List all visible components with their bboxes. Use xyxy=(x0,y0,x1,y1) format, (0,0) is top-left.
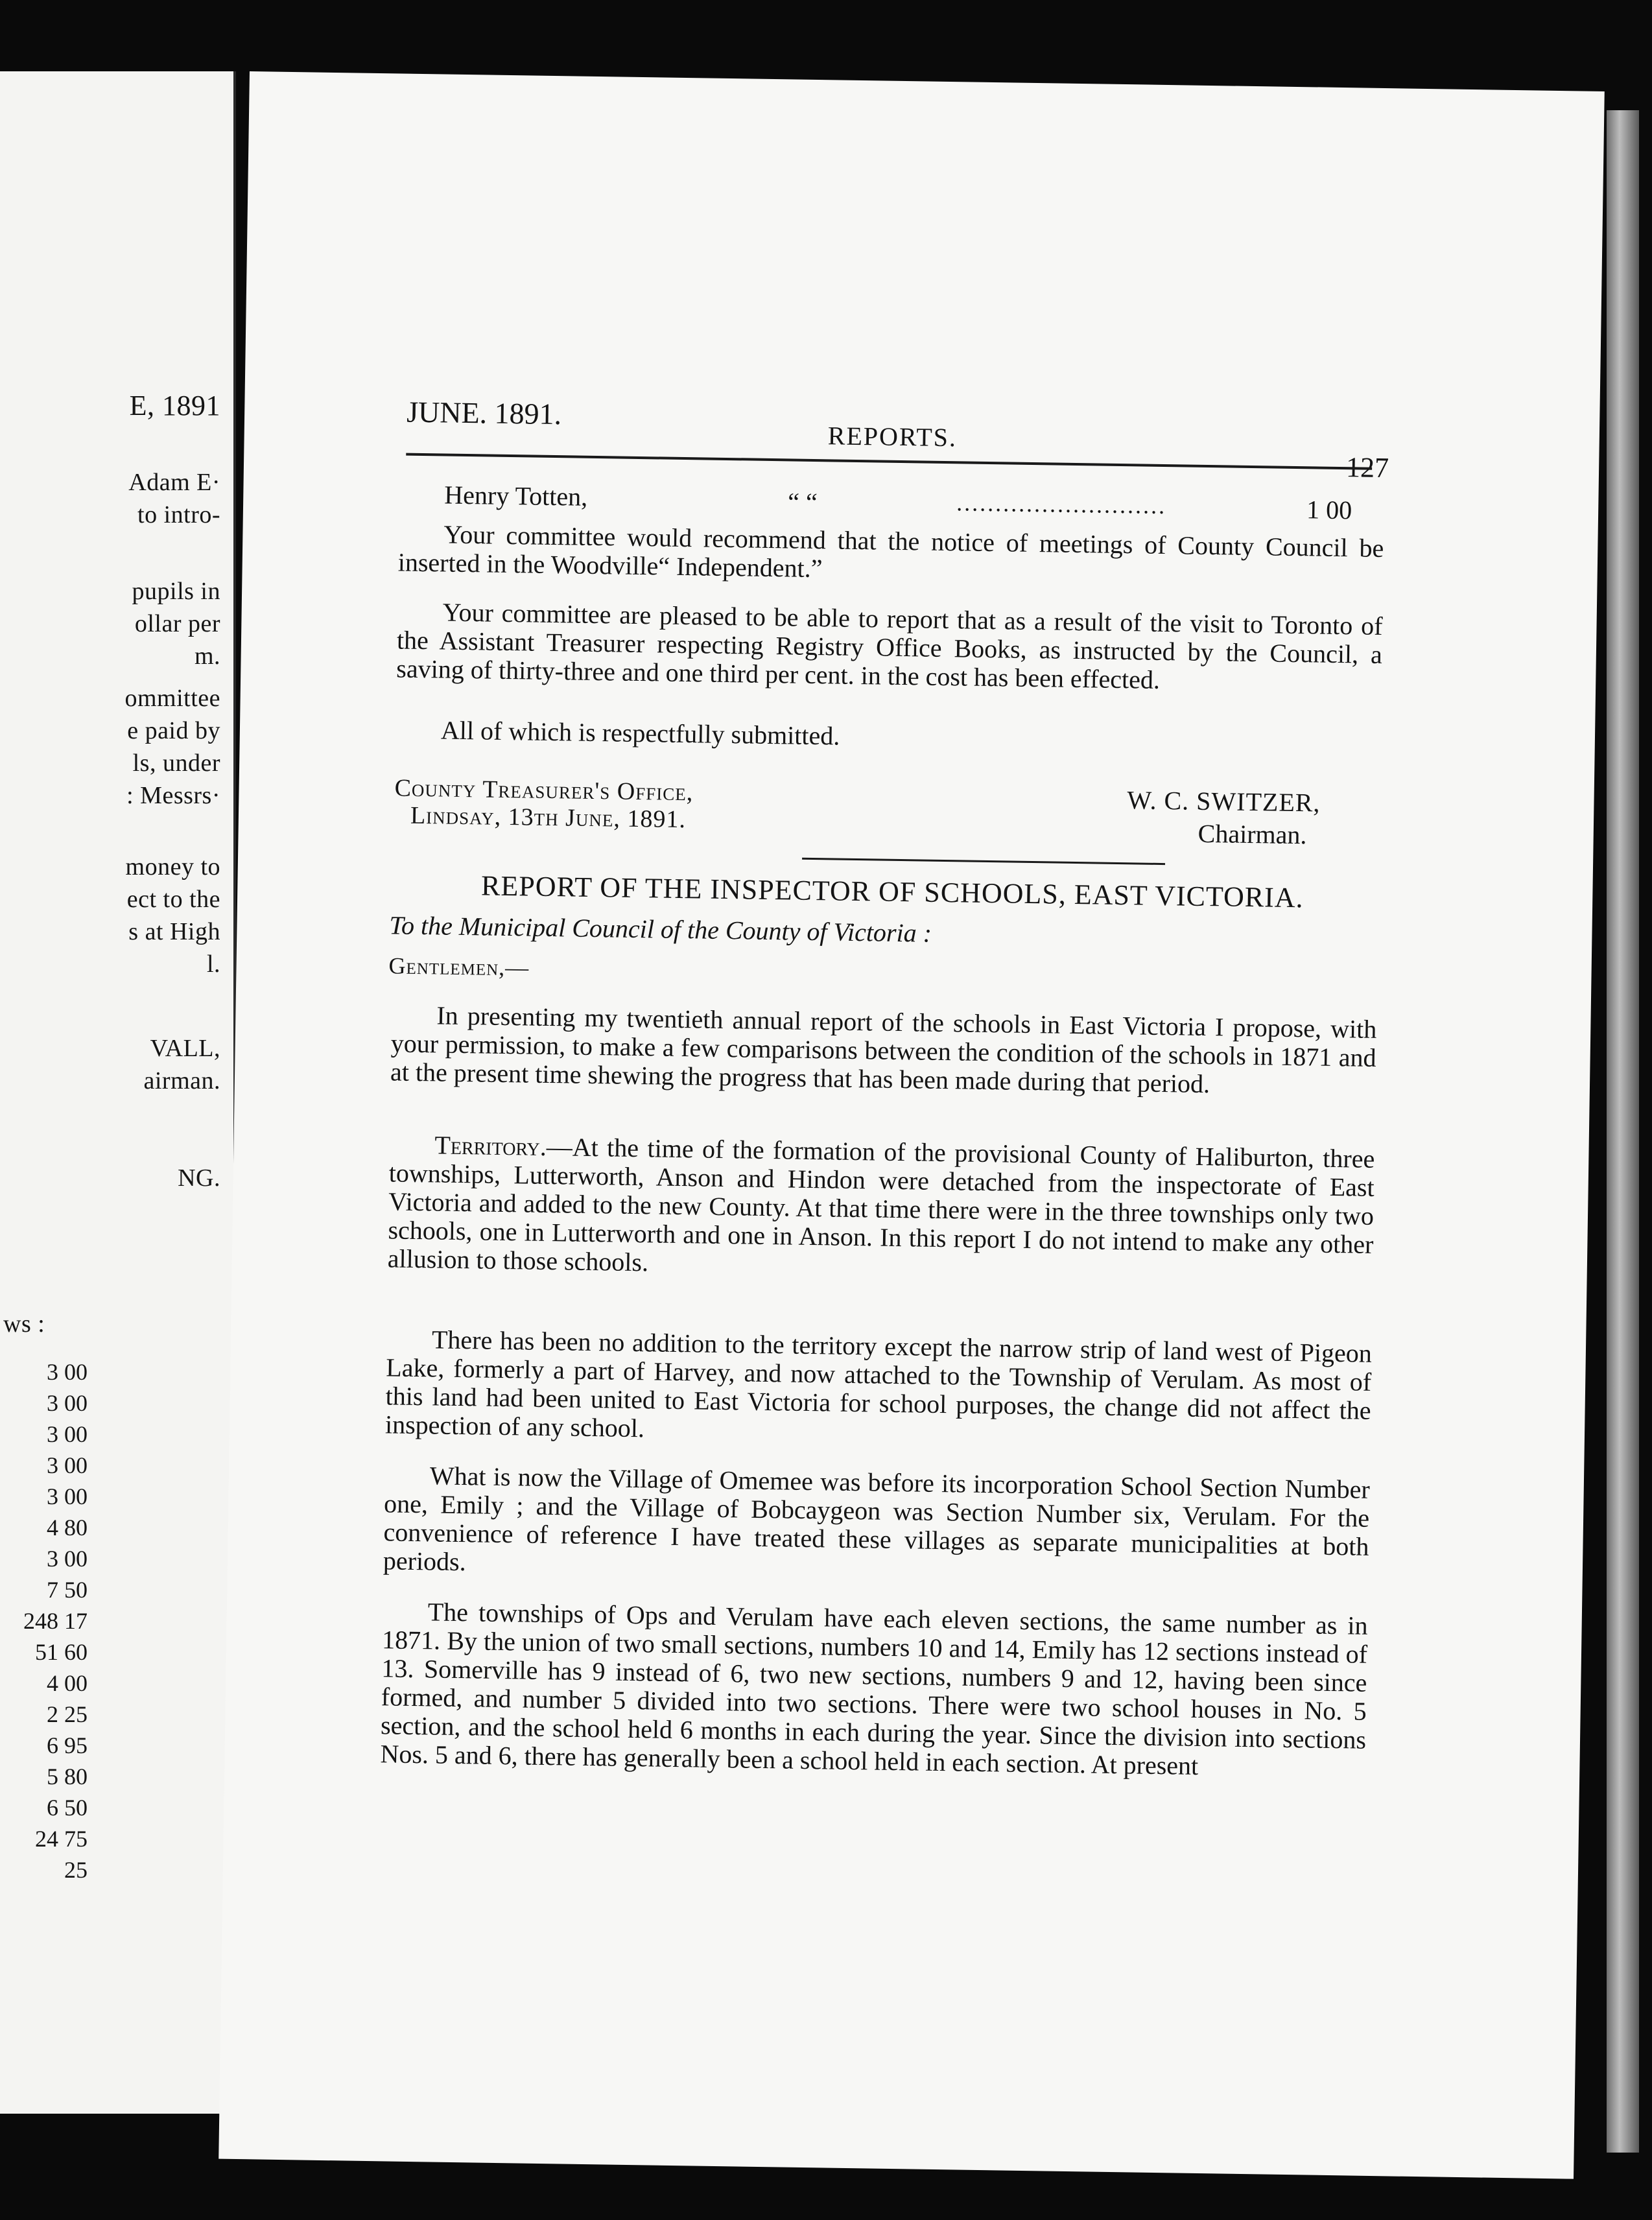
totten-amount: 1 00 xyxy=(1306,495,1352,525)
page-number: 127 xyxy=(1345,451,1389,484)
left-page-fragment xyxy=(0,71,236,2114)
left-amount: 3 00 xyxy=(47,1390,88,1416)
territory-label: Territory. xyxy=(434,1130,547,1161)
signature-office: County Treasurer's Office, xyxy=(394,774,694,807)
right-page xyxy=(218,71,1605,2179)
left-amount: 2 25 xyxy=(47,1701,88,1727)
left-amount: 51 60 xyxy=(35,1639,88,1665)
left-text-line: to intro- xyxy=(137,501,220,528)
left-amount: 3 00 xyxy=(47,1421,88,1447)
left-amount: 7 50 xyxy=(47,1577,88,1603)
left-amount: 24 75 xyxy=(35,1826,88,1852)
left-header-fragment: E, 1891 xyxy=(129,390,220,421)
ditto-marks: “ “ xyxy=(787,487,818,517)
paragraph-submitted: All of which is respectfully submitted. xyxy=(440,715,840,751)
paragraph-omemee: What is now the Village of Omemee was before its incorporation School Section Number one, Emily ; and the Village of Bobcaygeon was Section Number six, Verulam. For the convenience of reference I have treated these villages as separate municipalities at both periods. xyxy=(383,1461,1371,1577)
left-amount: 248 17 xyxy=(23,1608,88,1634)
paragraph-territory xyxy=(388,1130,1375,1288)
running-head-date: JUNE. 1891. xyxy=(406,395,562,431)
left-text-line: money to xyxy=(125,853,220,880)
left-text-line: l. xyxy=(206,951,220,978)
left-text-line: ect to the xyxy=(126,886,220,913)
left-amount: 4 00 xyxy=(47,1670,88,1696)
paragraph-toronto: Your committee are pleased to be able to report that as a result of the visit to Toronto of the Assistant Treasurer respecting Registry Office Books, as instructed by the Council, a saving of thirty-three and one third per cent. in the cost has been effected. xyxy=(396,597,1383,694)
left-text-line: airman. xyxy=(143,1067,220,1094)
left-amount: 5 80 xyxy=(47,1764,88,1789)
left-text-line: pupils in xyxy=(132,578,220,605)
left-text-line: e paid by xyxy=(127,717,220,744)
left-amount: 3 00 xyxy=(47,1546,88,1572)
paragraph-introduction: In presenting my twentieth annual report of the schools in East Victoria I propose, with your permission, to make a few comparisons between the condition of the schools in 1871 and at the present time shewing the progress that has been made during that period. xyxy=(390,1000,1377,1099)
left-amount: 3 00 xyxy=(47,1359,88,1385)
left-text-line: m. xyxy=(194,643,220,670)
section-divider xyxy=(802,858,1165,865)
report-address: To the Municipal Council of the County of Victoria : xyxy=(389,910,932,948)
paragraph-pigeon-lake: There has been no addition to the territory except the narrow strip of land west of Pigeon Lake, formerly a part of Harvey, and now attached to the Township of Verulam. As most of this land had been united to East Victoria for school purposes, the change did not affect the inspection of any school. xyxy=(384,1325,1373,1443)
left-text-line: ws : xyxy=(3,1310,45,1338)
left-amount: 3 00 xyxy=(47,1452,88,1478)
left-amount: 6 50 xyxy=(47,1795,88,1821)
left-amount: 6 95 xyxy=(47,1732,88,1758)
signature-place-date: Lindsay, 13th June, 1891. xyxy=(410,801,687,834)
page-edge-stack xyxy=(1607,110,1639,2153)
running-head-section: REPORTS. xyxy=(827,421,958,453)
totten-name: Henry Totten, xyxy=(444,480,588,512)
paragraph-woodville: Your committee would recommend that the notice of meetings of County Council be inserted in the Woodville“ Independent.” xyxy=(397,519,1384,584)
left-text-line: s at High xyxy=(128,918,220,945)
signature-name: W. C. SWITZER, xyxy=(1127,785,1321,818)
territory-text: —At the time of the formation of the provisional County of Haliburton, three townships, Lutterworth, Anson and Hindon were detached from the inspectorate of East Victoria and added to the new County. At that time there were in the three townships only two schools, one in Lutterworth and one in Anson. In this report I do not intend to make any other allusion to those schools. xyxy=(387,1131,1375,1277)
report-salutation: Gentlemen,— xyxy=(388,952,530,981)
left-amount: 3 00 xyxy=(47,1483,88,1509)
dot-leader: ........................... xyxy=(956,490,1167,519)
left-amount: 25 xyxy=(64,1857,88,1883)
left-text-line: : Messrs· xyxy=(126,782,220,809)
left-text-line: Adam E· xyxy=(128,469,220,496)
report-heading: REPORT OF THE INSPECTOR OF SCHOOLS, EAST VICTORIA. xyxy=(480,869,1304,914)
paragraph-townships: The townships of Ops and Verulam have each eleven sections, the same number as in 1871. By the union of two small sections, numbers 10 and 14, Emily has 12 sections instead of 13. Somerville has 9 instead of 6, two new sections, numbers 9 and 12, having been since formed, and number 5 divided into two sections. There were two school houses in No. 5 section, and the school held 6 months in each during the year. Since the division into sections Nos. 5 and 6, there has generally been a school held in each section. At present xyxy=(380,1597,1368,1780)
left-amount: 4 80 xyxy=(47,1515,88,1541)
signature-title: Chairman. xyxy=(1198,818,1307,850)
left-text-line: ollar per xyxy=(134,610,220,637)
left-text-line: ommittee xyxy=(124,685,220,712)
left-text-line: ls, under xyxy=(132,750,220,777)
left-text-line: NG. xyxy=(178,1164,220,1192)
left-text-line: VALL, xyxy=(150,1035,220,1062)
header-rule xyxy=(406,453,1372,470)
